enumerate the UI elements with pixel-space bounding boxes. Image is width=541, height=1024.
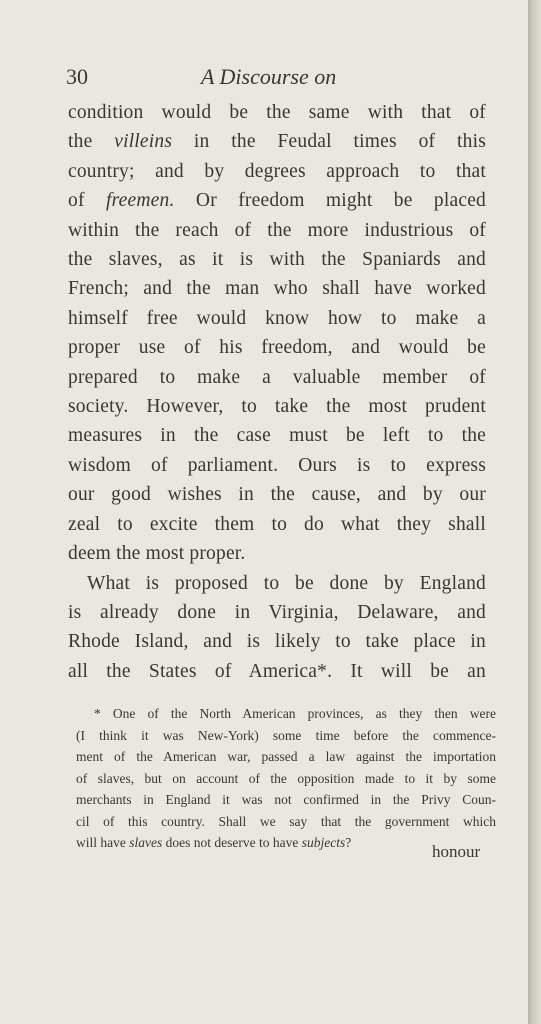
- running-head: A Discourse on: [201, 64, 337, 89]
- footnote-text-run: merchants in England it was not confirmed in the Privy Coun-: [76, 792, 496, 807]
- footnote-line: [76, 768, 496, 790]
- page-edge: [528, 0, 541, 1024]
- footnote-line: [76, 703, 496, 725]
- footnote-text-run: will have: [76, 835, 130, 850]
- page-number: 30: [66, 64, 88, 89]
- body-text-run: the slaves, as it is with the Spaniards and: [68, 249, 486, 271]
- body-line: [68, 127, 486, 156]
- body-text-run: measures in the case must be left to the: [68, 425, 486, 447]
- body-text-run: our good wishes in the cause, and by our: [68, 484, 486, 506]
- body-line: [68, 392, 486, 421]
- body-line: [68, 480, 486, 509]
- page-header: [66, 64, 476, 94]
- body-line: [68, 157, 486, 186]
- body-text-run: himself free would know how to make a: [68, 307, 486, 329]
- body-text-run: of: [68, 190, 106, 212]
- body-text-run: deem the most proper.: [68, 543, 246, 565]
- body-italic-word: freemen.: [106, 190, 175, 212]
- footnote-italic-word: subjects: [301, 835, 346, 850]
- body-text-run: the: [68, 131, 115, 153]
- body-line: [68, 98, 486, 127]
- body-line: [68, 569, 486, 598]
- footnote-line: [76, 811, 496, 833]
- body-line: [68, 510, 486, 539]
- body-text-run: Rhode Island, and is likely to take place in: [68, 631, 486, 653]
- footnote-text-run: of slaves, but on account of the opposition made to it by some: [76, 770, 496, 786]
- body-text-run: country; and by degrees approach to that: [68, 160, 486, 182]
- body-line: [68, 304, 486, 333]
- footnote-text-run: (I think it was New-York) some time before the commence-: [76, 727, 496, 743]
- body-line: [68, 421, 486, 450]
- body-line: [68, 333, 486, 362]
- body-text-run: wisdom of parliament. Ours is to express: [68, 454, 486, 476]
- catchword: honour: [432, 842, 481, 861]
- footnote-text-run: * One of the North American provinces, as they then were: [94, 706, 496, 721]
- body-text-run: Or freedom might be placed: [174, 190, 487, 212]
- body-line: [68, 598, 486, 627]
- body-text-run: French; and the man who shall have worked: [68, 278, 486, 300]
- footnote-line: [76, 725, 496, 747]
- body-line: [68, 539, 486, 568]
- body-text-run: condition would be the same with that of: [68, 102, 486, 123]
- body-text: [68, 98, 486, 686]
- body-text-run: zeal to excite them to do what they shall: [68, 513, 486, 535]
- body-text-run: all the States of America*. It will be an: [68, 660, 486, 682]
- footnote-italic-word: slaves: [129, 835, 163, 850]
- body-line: [68, 363, 486, 392]
- body-line: [68, 451, 486, 480]
- footnote-line: [76, 789, 496, 811]
- body-italic-word: villeins: [114, 131, 173, 153]
- footnote-text-run: does not deserve to have: [162, 835, 302, 850]
- body-text-run: What is proposed to be done by England: [87, 572, 486, 594]
- body-line: [68, 186, 486, 215]
- body-text-run: within the reach of the more industrious of: [68, 219, 486, 241]
- footnote: [76, 703, 496, 854]
- body-line: [68, 627, 486, 656]
- body-line: [68, 274, 486, 303]
- body-text-run: prepared to make a valuable member of: [68, 366, 486, 388]
- footnote-text-run: cil of this country. Shall we say that the government which: [76, 813, 496, 829]
- body-line: [68, 216, 486, 245]
- body-line: [68, 657, 486, 686]
- footnote-line: [76, 746, 496, 768]
- footnote-text-run: ment of the American war, passed a law against the importation: [76, 749, 496, 764]
- body-text-run: society. However, to take the most prudent: [68, 396, 486, 418]
- footnote-text-run: ?: [345, 835, 352, 850]
- body-line: [68, 245, 486, 274]
- body-text-run: proper use of his freedom, and would be: [68, 337, 486, 359]
- body-text-run: is already done in Virginia, Delaware, and: [68, 601, 486, 623]
- body-text-run: in the Feudal times of this: [172, 131, 487, 153]
